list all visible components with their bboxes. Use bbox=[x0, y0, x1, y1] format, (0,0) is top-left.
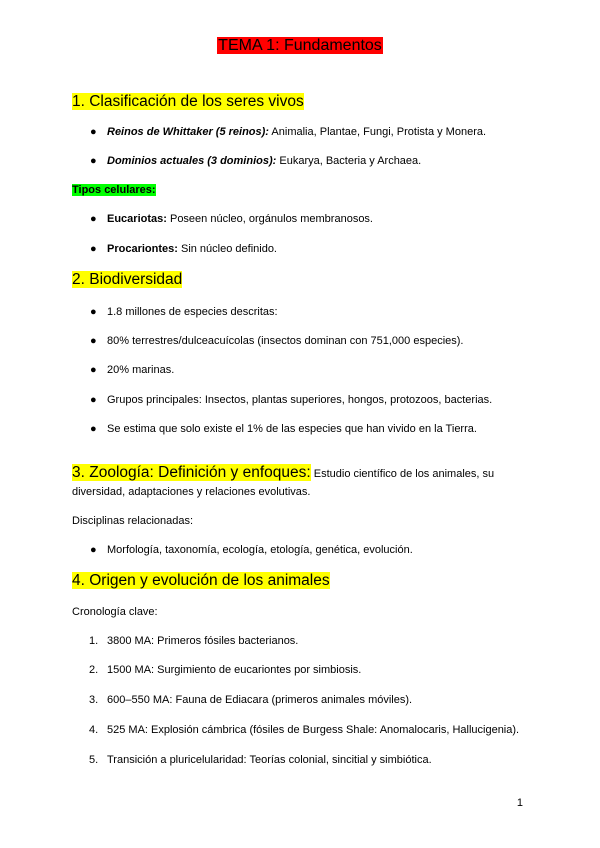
list-item: Dominios actuales (3 dominios): Eukarya, Bacteria y Archaea. bbox=[107, 155, 422, 167]
section-3-heading: 3. Zoología: Definición y enfoques: Estudio científico de los animales, su bbox=[72, 464, 495, 481]
bullet-icon: ● bbox=[90, 394, 97, 406]
bullet-icon: ● bbox=[90, 243, 97, 255]
cell-types-subheading: Tipos celulares: bbox=[72, 184, 156, 196]
page-number: 1 bbox=[516, 797, 523, 809]
list-item: 3800 MA: Primeros fósiles bacterianos. bbox=[107, 635, 299, 647]
bullet-icon: ● bbox=[90, 544, 97, 556]
section-1-heading: 1. Clasificación de los seres vivos bbox=[72, 93, 304, 110]
list-item: Procariontes: Sin núcleo definido. bbox=[107, 243, 277, 255]
list-item: 525 MA: Explosión cámbrica (fósiles de Burgess Shale: Anomalocaris, Hallucigenia). bbox=[107, 724, 520, 736]
list-item: Se estima que solo existe el 1% de las especies que han vivido en la Tierra. bbox=[107, 423, 477, 435]
bullet-icon: ● bbox=[90, 423, 97, 435]
list-item: 1.8 millones de especies descritas: bbox=[107, 306, 278, 318]
list-number: 5. bbox=[89, 754, 99, 766]
list-item: Eucariotas: Poseen núcleo, orgánulos membranosos. bbox=[107, 213, 373, 225]
list-number: 3. bbox=[89, 694, 99, 706]
bullet-icon: ● bbox=[90, 335, 97, 347]
section-2-heading: 2. Biodiversidad bbox=[72, 271, 183, 288]
list-item: 80% terrestres/dulceacuícolas (insectos dominan con 751,000 especies). bbox=[107, 335, 464, 347]
bullet-icon: ● bbox=[90, 213, 97, 225]
section-4-heading: 4. Origen y evolución de los animales bbox=[72, 572, 330, 589]
list-item: Grupos principales: Insectos, plantas superiores, hongos, protozoos, bacterias. bbox=[107, 394, 493, 406]
bullet-icon: ● bbox=[90, 155, 97, 167]
list-item: 20% marinas. bbox=[107, 364, 175, 376]
list-number: 4. bbox=[89, 724, 99, 736]
bullet-icon: ● bbox=[90, 126, 97, 138]
bullet-icon: ● bbox=[90, 364, 97, 376]
list-item: 600–550 MA: Fauna de Ediacara (primeros animales móviles). bbox=[107, 694, 413, 706]
list-number: 1. bbox=[89, 635, 99, 647]
list-item: Reinos de Whittaker (5 reinos): Animalia, Plantae, Fungi, Protista y Monera. bbox=[107, 126, 487, 138]
list-item: 1500 MA: Surgimiento de eucariontes por simbiosis. bbox=[107, 664, 362, 676]
bullet-icon: ● bbox=[90, 306, 97, 318]
section-3-intro: diversidad, adaptaciones y relaciones evolutivas. bbox=[72, 486, 311, 498]
list-number: 2. bbox=[89, 664, 99, 676]
chronology-label: Cronología clave: bbox=[72, 606, 158, 618]
disciplines-label: Disciplinas relacionadas: bbox=[72, 515, 194, 527]
list-item: Transición a pluricelularidad: Teorías colonial, sincitial y simbiótica. bbox=[107, 754, 432, 766]
page-title: TEMA 1: Fundamentos bbox=[218, 37, 382, 54]
list-item: Morfología, taxonomía, ecología, etología, genética, evolución. bbox=[107, 544, 413, 556]
